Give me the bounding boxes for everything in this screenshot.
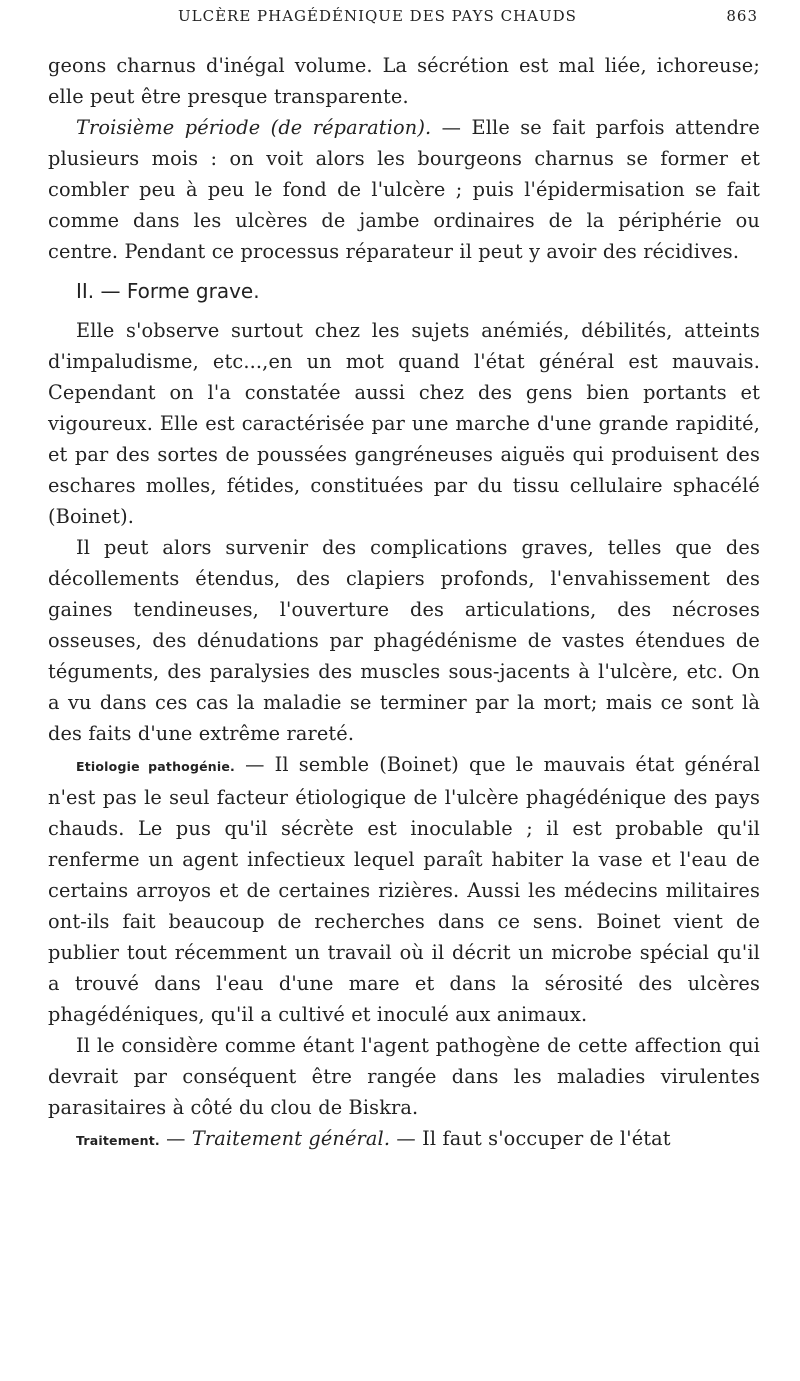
period-label: Troisième période (de réparation). xyxy=(76,116,432,139)
paragraph-3: Elle s'observe surtout chez les sujets anémiés, débilités, atteints d'impaludisme, etc...,en un mot quand l'état général est mauvais. Cependant on l'a constatée aussi chez des gens bien portants et vigoureux. Elle est caractérisée par une marche d'une grande rapidité, et par des sortes de poussées gangréneuses aiguës qui produisent des eschares molles, fétides, constituées par du tissu cellulaire sphacélé (Boinet). xyxy=(48,319,760,528)
paragraph-4: Il peut alors survenir des complications graves, telles que des décollements étendus, des clapiers profonds, l'envahissement des gaines tendineuses, l'ouverture des articulations, des nécroses osseuses, des dénudations par phagédénisme de vastes étendues de téguments, des paralysies des muscles sous-jacents à l'ulcère, etc. On a vu dans ces cas la maladie se terminer par la mort; mais ce sont là des faits d'une extrême rareté. xyxy=(48,536,760,745)
general-treatment-heading: Traitement général. xyxy=(191,1127,391,1150)
treatment-label: Traitement. xyxy=(76,1133,160,1148)
paragraph-6: Il le considère comme étant l'agent pathogène de cette affection qui devrait par conséquent être rangée dans les maladies virulentes parasitaires à côté du clou de Biskra. xyxy=(48,1034,760,1119)
paragraph-5 xyxy=(48,749,760,1030)
paragraph-2-text: — Elle se fait parfois attendre plusieurs mois : on voit alors les bourgeons charnus se former et combler peu à peu le fond de l'ulcère ; puis l'épidermisation se fait comme dans les ulcères de jambe ordinaires de la périphérie ou centre. Pendant ce processus réparateur il peut y avoir des récidives. xyxy=(48,116,760,263)
book-page xyxy=(48,0,760,1156)
paragraph-1: geons charnus d'inégal volume. La sécrétion est mal liée, ichoreuse; elle peut être presque transparente. xyxy=(48,54,760,108)
page-number: 863 xyxy=(726,7,758,25)
running-title: ULCÈRE PHAGÉDÉNIQUE DES PAYS CHAUDS xyxy=(178,7,577,25)
section-heading: II. — Forme grave. xyxy=(76,279,260,303)
paragraph-7-text: — Il faut s'occuper de l'état xyxy=(390,1127,671,1150)
paragraph-7 xyxy=(48,1123,760,1156)
running-header xyxy=(48,0,760,50)
paragraph-2 xyxy=(48,112,760,267)
treatment-dash: — xyxy=(159,1127,192,1150)
paragraph-5-text: — Il semble (Boinet) que le mauvais état général n'est pas le seul facteur étiologique de l'ulcère phagédénique des pays chauds. Le pus qu'il sécrète est inoculable ; il est probable qu'il renferme un agent infectieux lequel paraît habiter la vase et l'eau de certains arroyos et de certaines rizières. Aussi les médecins militaires ont-ils fait beaucoup de recherches dans ce sens. Boinet vient de publier tout récemment un travail où il décrit un microbe spécial qu'il a trouvé dans l'eau d'une mare et dans la sérosité des ulcères phagédéniques, qu'il a cultivé et inoculé aux animaux. xyxy=(48,753,761,1026)
etiology-label: Etiologie pathogénie. xyxy=(76,759,235,774)
